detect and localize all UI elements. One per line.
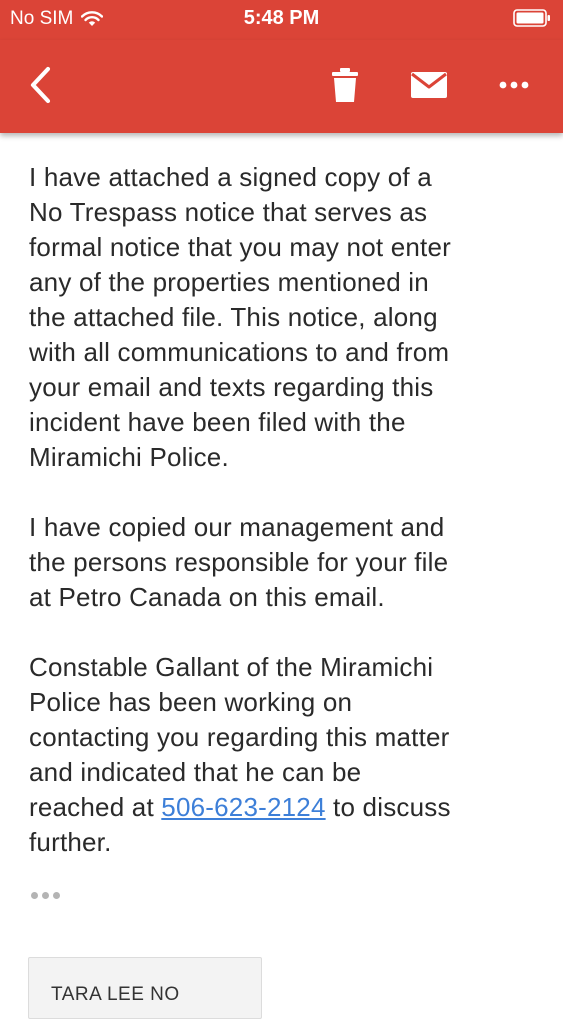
delete-button[interactable]: [326, 64, 364, 106]
carrier-label: No SIM: [10, 8, 74, 29]
email-paragraph: I have attached a signed copy of a No Trespass notice that serves as formal notice that you may not enter any of the properties mentioned in the attached file. This notice, along with all communications to and from your email and texts regarding this incident have been filed with the Miramichi Police.: [29, 162, 451, 472]
contact-text-before: Constable Gallant of the Miramichi Police has been working on contacting you regarding this matter and indicated that he can be reached at: [29, 652, 450, 822]
email-body: [29, 160, 529, 895]
envelope-icon: [410, 71, 448, 99]
phone-number-link[interactable]: 506-623-2124: [161, 792, 326, 822]
attachment-card[interactable]: [28, 957, 262, 1019]
email-paragraph: I have copied our management and the persons responsible for your file at Petro Canada on this email.: [29, 512, 449, 612]
more-options-button[interactable]: [494, 74, 534, 96]
attachment-name: TARA LEE NO: [51, 984, 180, 1005]
status-bar: [0, 0, 563, 40]
email-toolbar: [0, 40, 563, 133]
dot: [53, 892, 60, 899]
dot: [31, 892, 38, 899]
chevron-left-icon: [28, 66, 52, 104]
trash-icon: [331, 67, 359, 103]
mark-unread-button[interactable]: [407, 68, 451, 102]
contact-text-after: to discuss further.: [29, 792, 451, 857]
back-button[interactable]: [20, 62, 60, 108]
show-trimmed-content-button[interactable]: [31, 885, 65, 905]
email-paragraph-contact: [29, 650, 529, 860]
dot: [42, 892, 49, 899]
battery-icon: [513, 9, 551, 27]
more-horizontal-icon: [498, 80, 530, 90]
clock: 5:48 PM: [243, 7, 320, 29]
